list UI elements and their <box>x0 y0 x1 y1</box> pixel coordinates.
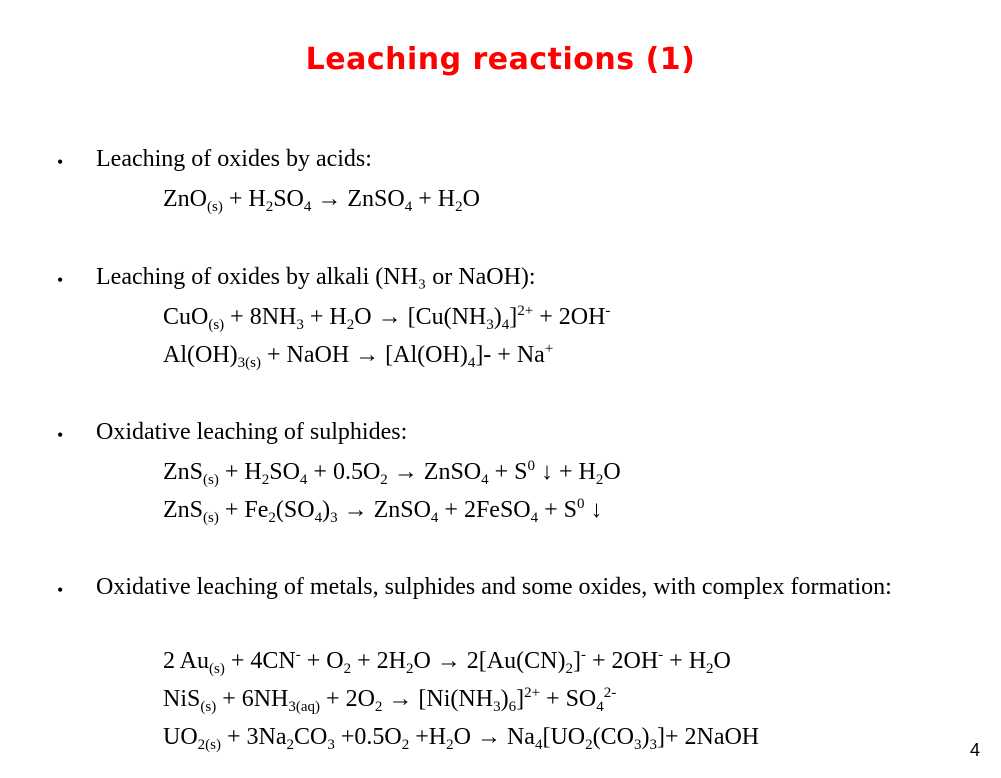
section-heading-complex: Oxidative leaching of metals, sulphides and some oxides, with complex formation: <box>96 574 892 600</box>
slide-title: Leaching reactions (1) <box>305 42 696 77</box>
equation-zno-acid: $ZnO_{(s)} + H_2SO_4$ → ZnSO$_4$ + $H_2O$ <box>163 186 480 215</box>
page-number: 4 <box>970 740 981 760</box>
bullet-marker: • <box>57 270 64 290</box>
equation-nis-ammonia: $NiS_{(s)} + 6NH_{3(aq)} + 2O_2 \to [Ni(NH_3)_6]^{2+} + SO_4^{2-}$ <box>163 685 617 715</box>
section-heading-alkali: Leaching of oxides by alkali (NH₃ or NaOH): <box>96 264 536 290</box>
equation-zns-ferric: $ZnS_{(s)} + Fe_2(SO_4)_3$ → ZnSO$_4$ + 2FeSO$_4$ + $S^0$ ↓ <box>163 496 603 526</box>
bullet-marker: • <box>57 580 64 600</box>
bullet-marker: • <box>57 425 64 445</box>
equation-aloh-naoh: $Al(OH)_{3(s)}$ + NaOH → $[Al(OH)_4]- + Na^+$ <box>163 341 554 371</box>
section-heading-sulphides: Oxidative leaching of sulphides: <box>96 419 408 445</box>
equation-uo2-carbonate: $UO_{2(s)} + 3Na_2CO_3 +0.5O_2 +H_2O \to Na_4[UO_2(CO_3)_3]+$ 2NaOH <box>163 724 760 753</box>
equation-cuo-ammonia: $CuO_{(s)} + 8NH_3 + H_2O \to [Cu(NH_3)_4]^{2+} + 2OH^-$ <box>163 303 611 333</box>
equation-gold-cyanide: 2 $Au_{(s)} + 4CN^- + O_2 + 2H_2O \to 2[Au(CN)_2]^- + 2OH^- + H_2O$ <box>163 647 731 677</box>
section-heading-acids: Leaching of oxides by acids: <box>96 146 372 172</box>
bullet-marker: • <box>57 152 64 172</box>
equation-zns-sulphuric: $ZnS_{(s)} + H_2SO_4 + 0.5O_2$ → ZnSO$_4$ + $S^0$ ↓ + $H_2O$ <box>163 458 621 488</box>
